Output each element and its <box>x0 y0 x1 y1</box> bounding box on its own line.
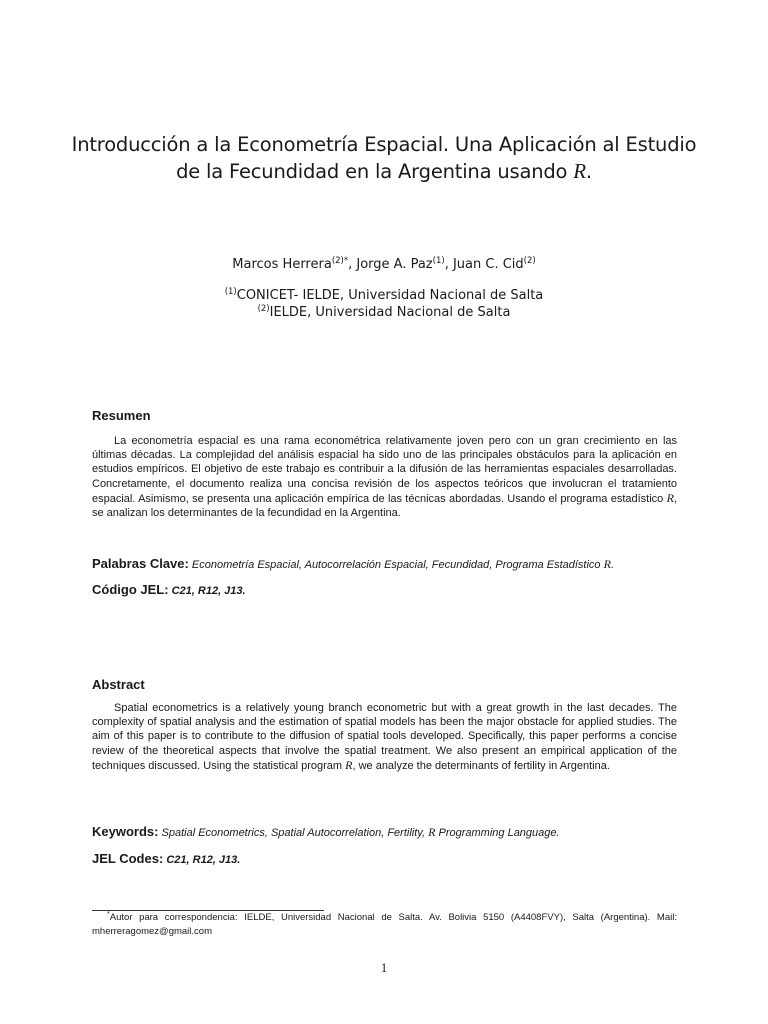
paper-title <box>60 131 708 185</box>
codigo-jel-line <box>92 582 692 597</box>
resumen-heading: Resumen <box>92 408 151 423</box>
author-affil-mark: (2) <box>523 256 536 266</box>
page-number: 1 <box>380 960 388 975</box>
keywords-label: Keywords: <box>92 824 159 839</box>
corresponding-author-mark: * <box>343 256 349 266</box>
abstract-r-symbol: R <box>345 757 353 772</box>
codigo-jel-label: Código JEL: <box>92 582 169 597</box>
palabras-clave-value: Econometría Espacial, Autocorrelación Espacial, Fecundidad, Programa Estadístico <box>188 559 604 571</box>
author-name: Marcos Herrera <box>232 257 332 272</box>
affiliation-mark: (2) <box>257 304 270 314</box>
jel-codes-value: C21, R12, J13. <box>163 854 241 866</box>
abstract-text-end: , we analyze the determinants of fertility in Argentina. <box>352 759 610 772</box>
author-name: Jorge A. Paz <box>356 257 433 272</box>
palabras-clave-period: . <box>610 559 614 571</box>
abstract-text: Spatial econometrics is a relatively young branch econometric but with a great growth in the last decades. The complexity of spatial analysis and the estimation of spatial models has been the major obstacle for applied studies. The aim of this paper is to contribute to the diffusion of spatial tools developed. Specifically, this paper performs a concise review of the theoretical aspects that involve the spatial treatment. We also present an empirical application of the techniques discussed. Using the statistical program <box>92 702 677 772</box>
palabras-clave-label: Palabras Clave: <box>92 556 189 571</box>
author-affil-mark: (2) <box>331 256 344 266</box>
resumen-text: La econometría espacial es una rama econométrica relativamente joven pero con un gran crecimiento en las últimas décadas. La complejidad del análisis espacial ha sido uno de las principales obstáculos para la aplicación en estudios empíricos. El objetivo de este trabajo es contribuir a la difusión de las herramientas espaciales desarrolladas. Concretamente, el documento realiza una concisa revisión de los aspectos teóricos que involucran el tratamiento espacial. Asimismo, se presenta una aplicación empírica de las técnicas abordadas. Usando el programa estadístico <box>92 435 677 505</box>
keywords-line <box>92 824 692 840</box>
affiliation-text: CONICET- IELDE, Universidad Nacional de Salta <box>236 288 544 303</box>
affiliation-line <box>0 287 768 304</box>
title-line-2-text: de la Fecundidad en la Argentina usando <box>176 160 574 183</box>
palabras-clave-r-symbol: R <box>603 557 611 571</box>
author-separator: , <box>444 257 453 272</box>
palabras-clave-line <box>92 556 692 572</box>
abstract-body <box>92 701 677 773</box>
codigo-jel-value: C21, R12, J13. <box>168 585 246 597</box>
keywords-value: Spatial Econometrics, Spatial Autocorrelation, Fertility, <box>158 827 429 839</box>
affiliation-mark: (1) <box>224 287 237 297</box>
keywords-value-end: Programming Language. <box>435 827 560 839</box>
author-affil-mark: (1) <box>432 256 445 266</box>
jel-codes-line <box>92 851 692 866</box>
title-period: . <box>585 160 592 183</box>
footnote-text: Autor para correspondencia: IELDE, Universidad Nacional de Salta. Av. Bolivia 5150 (A4408FVY), Salta (Argentina). Mail: mherreragomez@gmail.com <box>92 912 677 937</box>
title-line-1: Introducción a la Econometría Espacial. Una Aplicación al Estudio <box>71 133 697 156</box>
author-name: Juan C. Cid <box>452 257 524 272</box>
resumen-text-end: , se analizan los determinantes de la fecundidad en la Argentina. <box>92 492 677 520</box>
abstract-heading: Abstract <box>92 677 145 692</box>
resumen-body <box>92 434 677 520</box>
keywords-r-symbol: R <box>428 825 436 839</box>
resumen-r-symbol: R <box>666 490 674 505</box>
author-separator: , <box>348 257 357 272</box>
footnote <box>92 911 677 939</box>
title-r-symbol: R <box>573 159 586 183</box>
affiliation-line <box>0 304 768 321</box>
author-list <box>0 256 768 274</box>
title-line-2 <box>60 158 708 185</box>
affiliation-text: IELDE, Universidad Nacional de Salta <box>269 305 511 320</box>
affiliation-list <box>0 287 768 321</box>
jel-codes-label: JEL Codes: <box>92 851 164 866</box>
footnote-mark: * <box>107 911 110 918</box>
